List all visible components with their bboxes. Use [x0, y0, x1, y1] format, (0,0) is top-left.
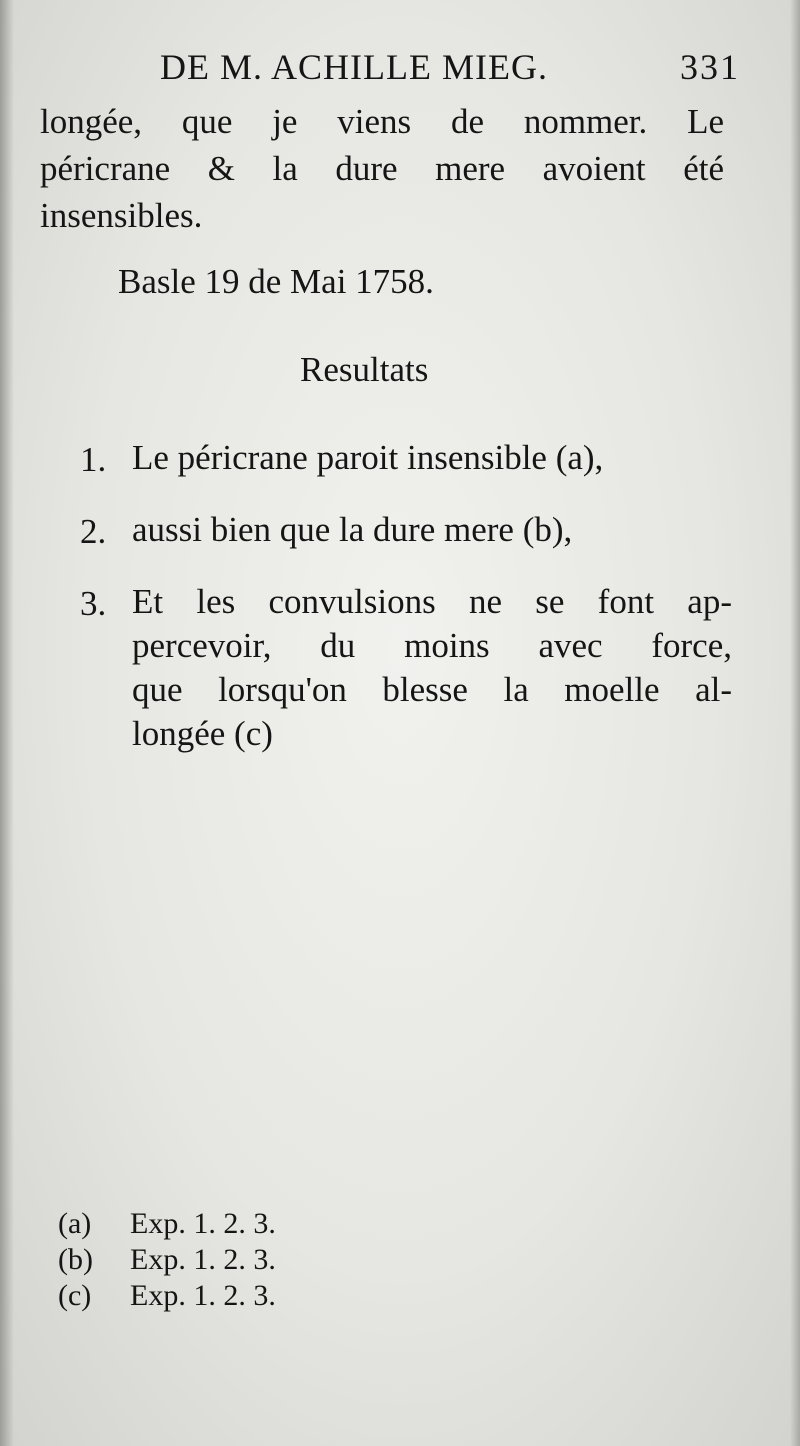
- result-line: que lorsqu'on blesse la moelle al-: [132, 670, 732, 709]
- result-line: aussi bien que la dure mere (b),: [132, 510, 573, 549]
- footnote-mark: (c): [58, 1279, 92, 1312]
- footnotes: [58, 1206, 276, 1314]
- footnote-mark: (b): [58, 1243, 93, 1276]
- footnote-text: Exp. 1. 2. 3.: [130, 1243, 276, 1276]
- dateline: Basle 19 de Mai 1758.: [118, 262, 434, 301]
- result-line: Et les convulsions ne se font ap-: [132, 582, 732, 621]
- footnote-text: Exp. 1. 2. 3.: [130, 1207, 276, 1240]
- footnote: [58, 1206, 276, 1242]
- footnote-text: Exp. 1. 2. 3.: [130, 1279, 276, 1312]
- page-right-shadow: [790, 0, 800, 1446]
- page-header: [160, 46, 740, 96]
- result-number: 3.: [80, 584, 107, 623]
- paragraph-line: insensibles.: [40, 196, 203, 235]
- footnote: [58, 1278, 276, 1314]
- result-item: [80, 580, 732, 756]
- result-text: [132, 580, 732, 756]
- result-text: [132, 436, 732, 480]
- result-number: 2.: [80, 512, 107, 551]
- result-item: [80, 508, 732, 552]
- paragraph-line: longée, que je viens de nommer. Le: [40, 102, 724, 141]
- result-line: Le péricrane paroit insensible (a),: [132, 438, 604, 477]
- footnote-mark: (a): [58, 1207, 92, 1240]
- result-line: percevoir, du moins avec force,: [132, 626, 732, 665]
- footnote: [58, 1242, 276, 1278]
- page-number: 331: [680, 47, 740, 87]
- result-number: 1.: [80, 440, 107, 479]
- paragraph-line: péricrane & la dure mere avoient été: [40, 149, 724, 188]
- result-item: [80, 436, 732, 480]
- opening-paragraph: [40, 98, 724, 239]
- result-line: longée (c): [132, 714, 273, 753]
- running-head: DE M. ACHILLE MIEG.: [160, 47, 548, 87]
- section-title: Resultats: [300, 350, 429, 389]
- result-text: [132, 508, 732, 552]
- results-list: [80, 436, 732, 784]
- page-left-shadow: [0, 0, 14, 1446]
